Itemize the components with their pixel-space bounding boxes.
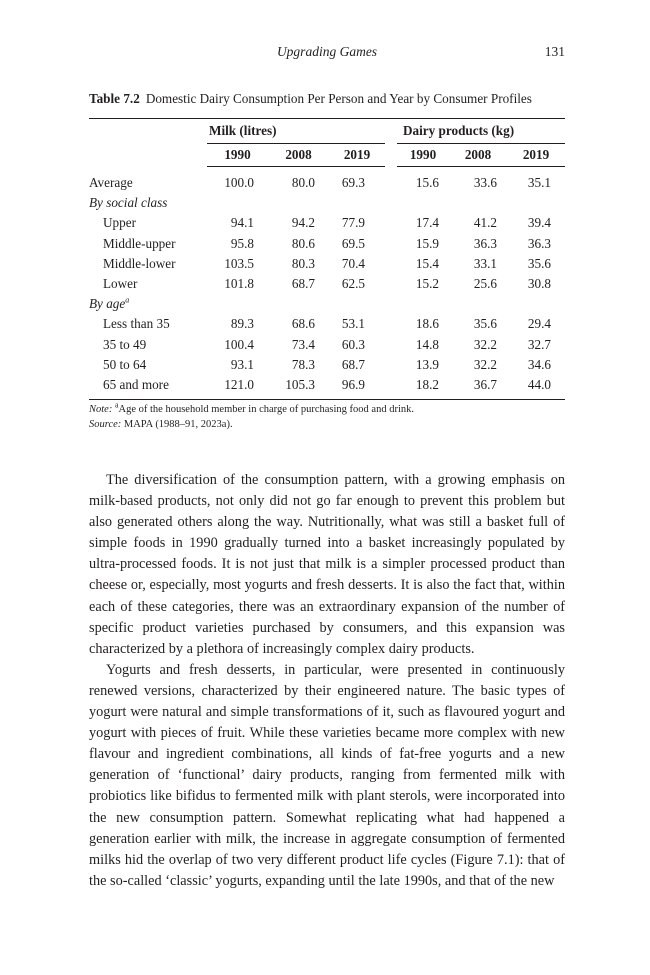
table-cell: 68.6 (291, 316, 315, 332)
section-row (89, 193, 565, 213)
year-header: 2008 (449, 144, 507, 167)
body-text (89, 470, 565, 892)
consumption-table (89, 118, 565, 400)
table-cell: 18.2 (415, 377, 439, 393)
table-cell: 73.4 (291, 336, 315, 352)
row-label: 50 to 64 (103, 356, 147, 372)
table-cell: 44.0 (527, 377, 551, 393)
table-cell: 70.4 (341, 255, 365, 271)
table-cell: 41.2 (473, 215, 497, 231)
table-cell: 33.6 (473, 175, 497, 190)
table-cell: 105.3 (285, 377, 315, 393)
table-row (89, 213, 565, 233)
table-cell: 14.8 (415, 336, 439, 352)
table-cell: 100.4 (224, 336, 254, 352)
table-cell: 53.1 (341, 316, 365, 332)
table-cell: 29.4 (527, 316, 551, 332)
table-cell: 15.4 (415, 255, 439, 271)
group-header-row (89, 119, 565, 144)
table-caption (89, 91, 565, 107)
table-row (89, 355, 565, 375)
footnote-marker: a (114, 400, 119, 410)
table-row (89, 234, 565, 254)
table-cell: 35.6 (527, 255, 551, 271)
table-cell: 15.9 (415, 235, 439, 251)
table-cell: 36.3 (473, 235, 497, 251)
year-header: 2008 (268, 144, 329, 167)
table-cell: 80.0 (291, 175, 315, 190)
table-cell: 94.1 (230, 215, 254, 231)
table-cell: 69.3 (341, 175, 365, 190)
table-cell: 101.8 (224, 276, 254, 292)
row-label: 65 and more (103, 377, 169, 393)
row-label: Middle-upper (103, 235, 176, 251)
table-row (89, 173, 565, 193)
table-cell: 17.4 (415, 215, 439, 231)
table-cell: 78.3 (291, 356, 315, 372)
table-title: Domestic Dairy Consumption Per Person and Year by Consumer Profiles (145, 91, 532, 106)
year-header: 2019 (329, 144, 391, 167)
year-header: 1990 (391, 144, 449, 167)
table-cell: 15.6 (415, 175, 439, 190)
table-cell: 34.6 (527, 356, 551, 372)
table-row (89, 375, 565, 395)
table-cell: 39.4 (527, 215, 551, 231)
table-row (89, 254, 565, 274)
table-notes (89, 402, 565, 432)
table-cell: 80.6 (291, 235, 315, 251)
row-label: 35 to 49 (103, 336, 147, 352)
table-cell: 25.6 (473, 276, 497, 292)
table-cell: 15.2 (415, 276, 439, 292)
running-header (89, 44, 565, 64)
table-cell: 80.3 (291, 255, 315, 271)
table-cell: 13.9 (415, 356, 439, 372)
row-label: Middle-lower (103, 255, 176, 271)
year-header: 1990 (207, 144, 268, 167)
table-cell: 100.0 (224, 175, 254, 190)
table-cell: 94.2 (291, 215, 315, 231)
milk-group-header: Milk (litres) (207, 119, 391, 144)
row-label: Lower (103, 276, 138, 292)
table-source: Source: MAPA (1988–91, 2023a). (89, 419, 233, 430)
table-cell: 62.5 (341, 276, 365, 292)
table-row (89, 274, 565, 294)
table-cell: 103.5 (224, 255, 254, 271)
footnote-marker: a (125, 295, 130, 305)
table-cell: 18.6 (415, 316, 439, 332)
table-cell: 32.7 (527, 336, 551, 352)
table-cell: 77.9 (341, 215, 365, 231)
table-cell: 36.3 (527, 235, 551, 251)
table-cell: 68.7 (341, 356, 365, 372)
running-title: Upgrading Games (276, 44, 378, 59)
section-label: By age (89, 296, 126, 312)
table-cell: 69.5 (341, 235, 365, 251)
table-note: Note: $^a$Age of the household member in charge of purchasing food and drink. (89, 400, 414, 415)
table-cell: 35.1 (527, 175, 551, 190)
year-header: 2019 (507, 144, 565, 167)
table-cell: 35.6 (473, 316, 497, 332)
body-paragraph: The diversification of the consumption pattern, with a growing emphasis on milk-based products, not only did not go far enough to prevent this problem but also generated others along the way. Nutritionally, what was still a basket full of simple foods in 1990 gradually turned into a basket increasingly populated by ultra-processed foods. It is not just that milk is a simpler processed product than cheese or, especially, most yogurts and fresh desserts. It is also the fact that, within each of these categories, there was an extraordinary expansion of the number of specific product varieties purchased by consumers, and this expansion was characterized by a plethora of increasingly complex dairy products. (89, 472, 565, 657)
section-label: By social class (89, 195, 168, 211)
year-header-row (89, 144, 565, 167)
table-label: Table 7.2 (89, 91, 140, 106)
table-cell: 36.7 (473, 377, 497, 393)
row-label: Average (89, 175, 133, 190)
table-cell: 68.7 (291, 276, 315, 292)
dairy-group-header: Dairy products (kg) (391, 119, 565, 144)
row-label: Less than 35 (103, 316, 170, 332)
consumption-table-container (89, 118, 565, 400)
table-bottom-rule (89, 395, 565, 400)
table-cell: 96.9 (341, 377, 365, 393)
table-row (89, 335, 565, 355)
row-label: Upper (103, 215, 136, 231)
table-cell: 32.2 (473, 336, 497, 352)
table-cell: 32.2 (473, 356, 497, 372)
table-row (89, 314, 565, 334)
table-cell: 33.1 (473, 255, 497, 271)
table-cell: 60.3 (341, 336, 365, 352)
page-number: 131 (544, 44, 565, 59)
table-cell: 95.8 (230, 235, 254, 251)
table-cell: 30.8 (527, 276, 551, 292)
section-row (89, 294, 565, 314)
table-cell: 89.3 (230, 316, 254, 332)
table-cell: 93.1 (230, 356, 254, 372)
table-cell: 121.0 (224, 377, 254, 393)
body-paragraph: Yogurts and fresh desserts, in particular, were presented in continuously renewed versions, characterized by their engineered nature. The basic types of yogurt were natural and simple transformations of it, such as flavoured yogurt and yogurt with pieces of fruit. While these varieties became more complex with new flavour and ingredient combinations, all kinds of fat-free yogurts and a new generation of ‘functional’ dairy products, ranging from fermented milk with probiotics like bifidus to fermented milk with plant sterols, were incorporated into the new consumption pattern. Somewhat replicating what had happened a generation earlier with milk, the increase in aggregate consumption of fermented milks hid the overlap of two very different product life cycles (Figure 7.1): that of the so-called ‘classic’ yogurts, expanding until the late 1990s, and that of the new (89, 661, 565, 889)
